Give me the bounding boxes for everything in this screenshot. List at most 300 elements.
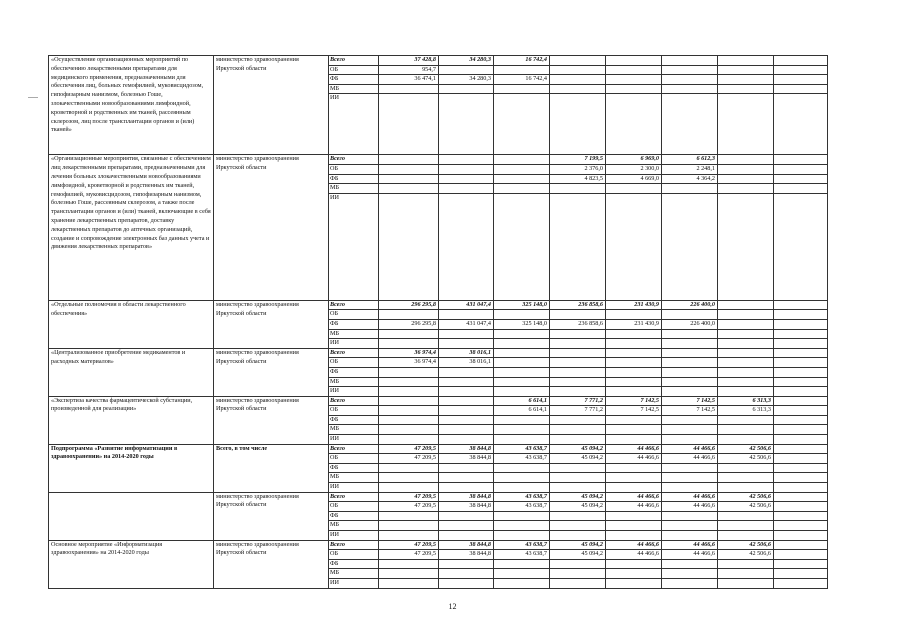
- amount-cell: [606, 348, 662, 358]
- amount-cell: [439, 184, 494, 194]
- amount-cell: [606, 531, 662, 541]
- amount-cell: [550, 425, 606, 435]
- amount-cell: [379, 367, 439, 377]
- amount-cell: [718, 339, 774, 349]
- amount-cell: [774, 348, 828, 358]
- amount-cell: [718, 559, 774, 569]
- activity-name-cell: «Организационные мероприятия, связанные с обеспечением лиц лекарственными препаратами, предназначенными для лечения больных злокачественными новообразованиями лимфоидной, кроветворной и родственных им тканей, гемофилией, муковисцидозом, гипофизарным нанизмом, болезнью Гоше, рассеянным склерозом, а также после трансплантации органов и (или) тканей, включающие в себя хранение лекарственных препаратов, доставку лекарственных препаратов до аптечных организаций, создание и сопровождение электронных баз данных учета и движения лекарственных препаратов»: [49, 155, 214, 300]
- amount-cell: 38 844,8: [439, 550, 494, 560]
- amount-cell: [774, 329, 828, 339]
- amount-cell: [662, 578, 718, 588]
- amount-cell: 44 466,6: [662, 540, 718, 550]
- amount-cell: [550, 473, 606, 483]
- executor-cell: министерство здравоохранения Иркутской области: [214, 155, 329, 300]
- amount-cell: [379, 483, 439, 493]
- amount-cell: [718, 174, 774, 184]
- amount-cell: [662, 339, 718, 349]
- amount-cell: [379, 387, 439, 397]
- funding-source-cell: ОБ: [329, 502, 379, 512]
- amount-cell: [774, 511, 828, 521]
- amount-cell: [774, 358, 828, 368]
- amount-cell: [550, 559, 606, 569]
- amount-cell: [662, 56, 718, 66]
- amount-cell: [662, 463, 718, 473]
- funding-source-cell: МБ: [329, 473, 379, 483]
- amount-cell: [494, 387, 550, 397]
- amount-cell: 45 094,2: [550, 502, 606, 512]
- amount-cell: [662, 387, 718, 397]
- amount-cell: [718, 521, 774, 531]
- amount-cell: [662, 84, 718, 94]
- amount-cell: 47 209,5: [379, 444, 439, 454]
- amount-cell: [774, 444, 828, 454]
- amount-cell: [494, 578, 550, 588]
- amount-cell: [550, 435, 606, 445]
- funding-source-cell: ИИ: [329, 483, 379, 493]
- activity-name-cell: «Осуществление организационных мероприятий по обеспечению лекарственными препаратами для медицинского применения, предназначенными для обеспечения лиц, больных гемофилией, муковисцидозом, гипофизарным нанизмом, болезнью Гоше, злокачественными новообразованиями лимфоидной, кроветворной и родственных им тканей, рассеянным склерозом, лиц после трансплантации органов и (или) тканей»: [49, 56, 214, 155]
- amount-cell: 42 506,6: [718, 492, 774, 502]
- amount-cell: 296 295,8: [379, 300, 439, 310]
- amount-cell: [606, 193, 662, 300]
- amount-cell: [379, 435, 439, 445]
- amount-cell: [662, 569, 718, 579]
- amount-cell: [774, 300, 828, 310]
- amount-cell: 6 313,3: [718, 406, 774, 416]
- amount-cell: [718, 483, 774, 493]
- amount-cell: 6 614,1: [494, 406, 550, 416]
- amount-cell: [718, 463, 774, 473]
- amount-cell: [439, 84, 494, 94]
- funding-source-cell: МБ: [329, 329, 379, 339]
- amount-cell: [774, 454, 828, 464]
- amount-cell: [550, 483, 606, 493]
- amount-cell: [439, 367, 494, 377]
- amount-cell: [439, 531, 494, 541]
- budget-table-container: [48, 55, 827, 589]
- amount-cell: 325 148,0: [494, 319, 550, 329]
- amount-cell: [494, 483, 550, 493]
- amount-cell: [774, 492, 828, 502]
- amount-cell: [774, 483, 828, 493]
- amount-cell: [662, 473, 718, 483]
- funding-source-cell: МБ: [329, 84, 379, 94]
- amount-cell: 4 669,0: [606, 174, 662, 184]
- amount-cell: [606, 435, 662, 445]
- amount-cell: [774, 339, 828, 349]
- amount-cell: [606, 521, 662, 531]
- amount-cell: [718, 358, 774, 368]
- amount-cell: [550, 387, 606, 397]
- amount-cell: [494, 84, 550, 94]
- budget-table-body: [49, 56, 828, 589]
- amount-cell: [662, 435, 718, 445]
- funding-source-cell: ОБ: [329, 65, 379, 75]
- executor-cell: министерство здравоохранения Иркутской области: [214, 396, 329, 444]
- amount-cell: [379, 559, 439, 569]
- amount-cell: [379, 329, 439, 339]
- amount-cell: 44 466,6: [606, 550, 662, 560]
- amount-cell: 44 466,6: [662, 502, 718, 512]
- amount-cell: [494, 425, 550, 435]
- amount-cell: 38 844,8: [439, 540, 494, 550]
- amount-cell: [550, 463, 606, 473]
- amount-cell: [774, 184, 828, 194]
- amount-cell: [774, 387, 828, 397]
- amount-cell: [439, 578, 494, 588]
- amount-cell: 47 209,5: [379, 550, 439, 560]
- amount-cell: [439, 406, 494, 416]
- amount-cell: [439, 65, 494, 75]
- amount-cell: [439, 396, 494, 406]
- amount-cell: 47 209,5: [379, 454, 439, 464]
- amount-cell: 7 771,2: [550, 406, 606, 416]
- amount-cell: [718, 94, 774, 155]
- amount-cell: [662, 559, 718, 569]
- amount-cell: [718, 531, 774, 541]
- funding-source-cell: ФБ: [329, 463, 379, 473]
- amount-cell: [774, 550, 828, 560]
- amount-cell: 4 823,5: [550, 174, 606, 184]
- amount-cell: [550, 339, 606, 349]
- amount-cell: [718, 569, 774, 579]
- amount-cell: [774, 569, 828, 579]
- amount-cell: [550, 348, 606, 358]
- amount-cell: [379, 94, 439, 155]
- amount-cell: [662, 65, 718, 75]
- amount-cell: [718, 367, 774, 377]
- amount-cell: [439, 164, 494, 174]
- amount-cell: 231 430,9: [606, 319, 662, 329]
- amount-cell: 236 858,6: [550, 319, 606, 329]
- amount-cell: 36 974,4: [379, 358, 439, 368]
- amount-cell: [718, 56, 774, 66]
- amount-cell: [606, 84, 662, 94]
- table-row: [49, 300, 828, 310]
- margin-mark: [28, 97, 38, 98]
- amount-cell: [606, 569, 662, 579]
- amount-cell: [606, 65, 662, 75]
- amount-cell: [439, 569, 494, 579]
- amount-cell: [606, 463, 662, 473]
- funding-source-cell: Всего: [329, 155, 379, 165]
- amount-cell: [662, 94, 718, 155]
- funding-source-cell: МБ: [329, 377, 379, 387]
- amount-cell: [718, 184, 774, 194]
- amount-cell: [662, 184, 718, 194]
- amount-cell: 7 199,5: [550, 155, 606, 165]
- amount-cell: 43 638,7: [494, 444, 550, 454]
- amount-cell: 42 506,6: [718, 502, 774, 512]
- amount-cell: [774, 94, 828, 155]
- table-row: [49, 56, 828, 66]
- amount-cell: [662, 358, 718, 368]
- amount-cell: [550, 358, 606, 368]
- amount-cell: [774, 502, 828, 512]
- amount-cell: 43 638,7: [494, 540, 550, 550]
- amount-cell: [774, 193, 828, 300]
- amount-cell: [379, 531, 439, 541]
- amount-cell: [718, 164, 774, 174]
- amount-cell: [379, 511, 439, 521]
- amount-cell: [494, 463, 550, 473]
- amount-cell: 45 094,2: [550, 444, 606, 454]
- amount-cell: 36 974,4: [379, 348, 439, 358]
- amount-cell: [774, 540, 828, 550]
- amount-cell: [718, 193, 774, 300]
- amount-cell: [606, 358, 662, 368]
- amount-cell: [494, 339, 550, 349]
- amount-cell: [774, 174, 828, 184]
- amount-cell: 45 094,2: [550, 492, 606, 502]
- executor-cell: Всего, в том числе: [214, 444, 329, 492]
- funding-source-cell: Всего: [329, 540, 379, 550]
- amount-cell: [774, 531, 828, 541]
- amount-cell: [606, 75, 662, 85]
- funding-source-cell: Всего: [329, 396, 379, 406]
- amount-cell: [439, 425, 494, 435]
- funding-source-cell: ИИ: [329, 339, 379, 349]
- amount-cell: [718, 387, 774, 397]
- funding-source-cell: МБ: [329, 569, 379, 579]
- amount-cell: [662, 511, 718, 521]
- amount-cell: 43 638,7: [494, 454, 550, 464]
- amount-cell: [606, 377, 662, 387]
- amount-cell: 7 142,5: [662, 396, 718, 406]
- amount-cell: [439, 94, 494, 155]
- amount-cell: [718, 377, 774, 387]
- amount-cell: 2 248,1: [662, 164, 718, 174]
- executor-cell: министерство здравоохранения Иркутской области: [214, 492, 329, 540]
- amount-cell: [606, 310, 662, 320]
- amount-cell: [718, 155, 774, 165]
- executor-cell: министерство здравоохранения Иркутской области: [214, 56, 329, 155]
- amount-cell: [662, 193, 718, 300]
- amount-cell: [718, 65, 774, 75]
- amount-cell: [439, 435, 494, 445]
- amount-cell: 236 858,6: [550, 300, 606, 310]
- funding-source-cell: ИИ: [329, 435, 379, 445]
- amount-cell: [379, 184, 439, 194]
- amount-cell: [439, 511, 494, 521]
- amount-cell: [606, 578, 662, 588]
- amount-cell: [439, 310, 494, 320]
- budget-table: [48, 55, 828, 589]
- activity-name-cell: «Экспертиза качества фармацевтической субстанции, произведенной для реализации»: [49, 396, 214, 444]
- amount-cell: 44 466,6: [606, 492, 662, 502]
- funding-source-cell: Всего: [329, 444, 379, 454]
- amount-cell: [550, 511, 606, 521]
- amount-cell: [550, 521, 606, 531]
- funding-source-cell: ИИ: [329, 94, 379, 155]
- amount-cell: [774, 56, 828, 66]
- amount-cell: 7 142,5: [606, 406, 662, 416]
- amount-cell: 226 400,0: [662, 319, 718, 329]
- amount-cell: [379, 463, 439, 473]
- activity-name-cell: «Отдельные полномочия в области лекарственного обеспечения»: [49, 300, 214, 348]
- amount-cell: [774, 559, 828, 569]
- amount-cell: 6 969,0: [606, 155, 662, 165]
- amount-cell: [550, 310, 606, 320]
- amount-cell: [494, 193, 550, 300]
- amount-cell: [439, 521, 494, 531]
- amount-cell: [494, 155, 550, 165]
- amount-cell: [494, 415, 550, 425]
- amount-cell: [774, 463, 828, 473]
- amount-cell: [439, 339, 494, 349]
- amount-cell: [774, 319, 828, 329]
- amount-cell: 4 364,2: [662, 174, 718, 184]
- amount-cell: 44 466,6: [606, 502, 662, 512]
- amount-cell: [439, 473, 494, 483]
- table-row: [49, 540, 828, 550]
- amount-cell: [494, 521, 550, 531]
- amount-cell: [774, 155, 828, 165]
- amount-cell: 44 466,6: [662, 550, 718, 560]
- amount-cell: [379, 569, 439, 579]
- funding-source-cell: ИИ: [329, 531, 379, 541]
- amount-cell: 38 844,8: [439, 444, 494, 454]
- amount-cell: 36 474,1: [379, 75, 439, 85]
- amount-cell: [494, 329, 550, 339]
- amount-cell: [774, 578, 828, 588]
- amount-cell: [379, 155, 439, 165]
- amount-cell: 7 142,5: [606, 396, 662, 406]
- amount-cell: 6 614,1: [494, 396, 550, 406]
- amount-cell: 45 094,2: [550, 454, 606, 464]
- funding-source-cell: ОБ: [329, 358, 379, 368]
- amount-cell: 16 742,4: [494, 56, 550, 66]
- funding-source-cell: ОБ: [329, 550, 379, 560]
- amount-cell: [550, 578, 606, 588]
- funding-source-cell: ОБ: [329, 310, 379, 320]
- activity-name-cell: «Централизованное приобретение медикаментов и расходных материалов»: [49, 348, 214, 396]
- amount-cell: [550, 184, 606, 194]
- amount-cell: [718, 319, 774, 329]
- amount-cell: 43 638,7: [494, 492, 550, 502]
- amount-cell: [718, 348, 774, 358]
- amount-cell: [379, 174, 439, 184]
- amount-cell: [550, 193, 606, 300]
- executor-cell: министерство здравоохранения Иркутской области: [214, 348, 329, 396]
- amount-cell: 431 047,4: [439, 319, 494, 329]
- amount-cell: 34 280,3: [439, 75, 494, 85]
- amount-cell: [718, 300, 774, 310]
- amount-cell: 38 844,8: [439, 502, 494, 512]
- amount-cell: [606, 483, 662, 493]
- amount-cell: 34 280,3: [439, 56, 494, 66]
- funding-source-cell: МБ: [329, 521, 379, 531]
- amount-cell: [718, 310, 774, 320]
- amount-cell: [718, 435, 774, 445]
- amount-cell: [379, 339, 439, 349]
- amount-cell: [718, 473, 774, 483]
- amount-cell: [718, 75, 774, 85]
- amount-cell: [718, 578, 774, 588]
- amount-cell: 226 400,0: [662, 300, 718, 310]
- amount-cell: [774, 65, 828, 75]
- funding-source-cell: ОБ: [329, 164, 379, 174]
- amount-cell: [379, 310, 439, 320]
- amount-cell: [494, 511, 550, 521]
- amount-cell: [662, 531, 718, 541]
- amount-cell: [379, 164, 439, 174]
- amount-cell: [379, 425, 439, 435]
- amount-cell: [606, 367, 662, 377]
- amount-cell: 42 506,6: [718, 540, 774, 550]
- amount-cell: 954,7: [379, 65, 439, 75]
- amount-cell: [379, 521, 439, 531]
- funding-source-cell: ФБ: [329, 367, 379, 377]
- amount-cell: [774, 310, 828, 320]
- amount-cell: [494, 377, 550, 387]
- amount-cell: 7 771,2: [550, 396, 606, 406]
- amount-cell: 44 466,6: [662, 492, 718, 502]
- amount-cell: [606, 94, 662, 155]
- table-row: [49, 492, 828, 502]
- amount-cell: [606, 415, 662, 425]
- amount-cell: [774, 473, 828, 483]
- amount-cell: 44 466,6: [606, 540, 662, 550]
- amount-cell: [494, 94, 550, 155]
- amount-cell: [774, 415, 828, 425]
- amount-cell: 47 209,5: [379, 492, 439, 502]
- amount-cell: [550, 569, 606, 579]
- funding-source-cell: ФБ: [329, 319, 379, 329]
- amount-cell: [494, 367, 550, 377]
- amount-cell: [550, 367, 606, 377]
- activity-name-cell: [49, 492, 214, 540]
- table-row: [49, 348, 828, 358]
- amount-cell: 47 209,5: [379, 502, 439, 512]
- amount-cell: [439, 415, 494, 425]
- amount-cell: [774, 396, 828, 406]
- amount-cell: 2 376,0: [550, 164, 606, 174]
- amount-cell: [494, 435, 550, 445]
- amount-cell: [718, 329, 774, 339]
- amount-cell: [494, 531, 550, 541]
- amount-cell: 16 742,4: [494, 75, 550, 85]
- amount-cell: 231 430,9: [606, 300, 662, 310]
- amount-cell: [662, 348, 718, 358]
- amount-cell: [774, 435, 828, 445]
- funding-source-cell: Всего: [329, 492, 379, 502]
- amount-cell: [550, 75, 606, 85]
- amount-cell: 42 506,6: [718, 444, 774, 454]
- amount-cell: [494, 184, 550, 194]
- funding-source-cell: ИИ: [329, 578, 379, 588]
- amount-cell: 42 506,6: [718, 454, 774, 464]
- amount-cell: [494, 358, 550, 368]
- executor-cell: министерство здравоохранения Иркутской области: [214, 540, 329, 588]
- amount-cell: 38 016,1: [439, 358, 494, 368]
- amount-cell: [606, 473, 662, 483]
- amount-cell: [379, 406, 439, 416]
- amount-cell: [718, 425, 774, 435]
- funding-source-cell: ФБ: [329, 75, 379, 85]
- amount-cell: [550, 56, 606, 66]
- amount-cell: 44 466,6: [606, 444, 662, 454]
- amount-cell: [662, 75, 718, 85]
- page-number: 12: [448, 602, 457, 611]
- amount-cell: [494, 164, 550, 174]
- amount-cell: 7 142,5: [662, 406, 718, 416]
- amount-cell: [662, 329, 718, 339]
- funding-source-cell: ФБ: [329, 415, 379, 425]
- amount-cell: [494, 310, 550, 320]
- amount-cell: [606, 425, 662, 435]
- funding-source-cell: ОБ: [329, 406, 379, 416]
- amount-cell: 45 094,2: [550, 550, 606, 560]
